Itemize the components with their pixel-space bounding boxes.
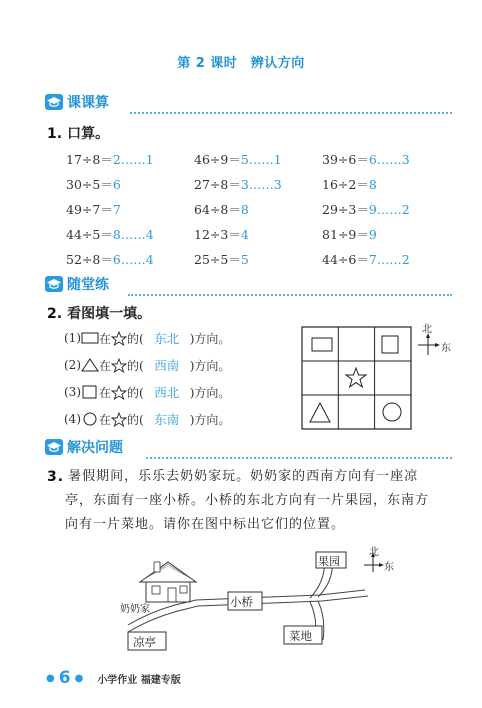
grid-triangle-shape — [310, 403, 330, 422]
grid-square-shape — [382, 336, 398, 353]
grandma-house-label: 奶奶家 — [120, 604, 150, 615]
calc-answer: 6 — [112, 177, 121, 192]
rectangle-icon — [81, 331, 99, 345]
orchard-label: 果园 — [318, 555, 340, 568]
calc-answer: 6……3 — [368, 152, 410, 167]
calc-expression: 30÷5＝ — [66, 177, 113, 192]
compass-icon — [418, 333, 440, 355]
direction-answer: 东南 — [154, 412, 180, 427]
fill-row — [64, 329, 230, 347]
fill-row — [64, 356, 230, 374]
calc-answer: 8 — [368, 177, 377, 192]
map-compass-east-label: 东 — [384, 562, 394, 573]
calc-answer: 4 — [240, 227, 249, 242]
calc-answer: 5 — [240, 252, 249, 267]
question-3-block — [47, 465, 467, 537]
calc-answer: 6……4 — [112, 252, 154, 267]
compass-north-label: 北 — [422, 324, 432, 335]
calc-item — [66, 200, 121, 218]
calc-item — [322, 225, 377, 243]
row-at-text: 在 — [99, 331, 112, 346]
section-header-kouke — [45, 92, 109, 112]
vegetable-label: 菜地 — [289, 629, 312, 643]
calc-expression: 16÷2＝ — [322, 177, 369, 192]
calc-item — [194, 200, 249, 218]
direction-answer: 西北 — [154, 385, 180, 400]
graduation-cap-icon — [45, 439, 63, 455]
star-icon — [111, 358, 127, 373]
calc-expression: 39÷6＝ — [322, 152, 369, 167]
calc-expression: 52÷8＝ — [66, 252, 113, 267]
star-icon — [111, 412, 127, 427]
row-of-text: 的( — [127, 412, 144, 427]
section-divider — [128, 294, 452, 296]
calc-answer: 2……1 — [112, 152, 154, 167]
calc-item — [66, 225, 154, 243]
fill-row — [64, 383, 230, 401]
row-of-text: 的( — [127, 385, 144, 400]
footer-dot-icon: ● — [46, 672, 55, 684]
calc-expression: 81÷9＝ — [322, 227, 369, 242]
calc-item — [194, 250, 249, 268]
row-tail-text: )方向。 — [189, 385, 231, 400]
map-compass-north-label: 北 — [369, 547, 379, 558]
circle-icon — [81, 412, 99, 426]
row-number: (4) — [64, 412, 81, 426]
question-title: 口算。 — [67, 126, 110, 142]
grid-star-shape — [346, 368, 366, 387]
row-of-text: 的( — [127, 358, 144, 373]
calc-answer: 7 — [112, 202, 121, 217]
section-label-kouke: 课课算 — [67, 95, 109, 111]
section-label-jiejue: 解决问题 — [67, 440, 123, 456]
row-tail-text: )方向。 — [189, 412, 231, 427]
star-icon — [111, 331, 127, 346]
calc-expression: 46÷9＝ — [194, 152, 241, 167]
calc-expression: 64÷8＝ — [194, 202, 241, 217]
calc-item — [66, 250, 154, 268]
calc-answer: 8 — [240, 202, 249, 217]
fill-row — [64, 410, 230, 428]
calc-expression: 17÷8＝ — [66, 152, 113, 167]
direction-answer: 东北 — [154, 331, 180, 346]
row-at-text: 在 — [99, 412, 112, 427]
lesson-title: 第 2 课时 辨认方向 — [177, 56, 305, 71]
graduation-cap-icon — [45, 94, 63, 110]
row-at-text: 在 — [99, 358, 112, 373]
direction-grid-figure — [300, 323, 460, 433]
row-tail-text: )方向。 — [189, 331, 231, 346]
row-at-text: 在 — [99, 385, 112, 400]
calc-item — [322, 200, 410, 218]
direction-answer: 西南 — [154, 358, 180, 373]
calc-expression: 44÷5＝ — [66, 227, 113, 242]
calc-expression: 25÷5＝ — [194, 252, 241, 267]
house-icon — [140, 562, 196, 602]
section-header-suitang — [45, 274, 109, 294]
footer-dot-icon: ● — [74, 672, 84, 684]
section-label-suitang: 随堂练 — [67, 277, 109, 293]
calc-item — [194, 175, 282, 193]
page-number: 6 — [58, 668, 71, 688]
calc-expression: 27÷8＝ — [194, 177, 241, 192]
calc-expression: 44÷6＝ — [322, 252, 369, 267]
question-3-line-2: 亭，东面有一座小桥。小桥的东北方向有一片果园，东南方 — [65, 493, 430, 508]
question-title: 看图填一填。 — [67, 306, 152, 322]
triangle-icon — [81, 358, 99, 372]
row-tail-text: )方向。 — [189, 358, 231, 373]
section-divider — [130, 112, 452, 114]
book-name: 小学作业 福建专版 — [97, 674, 181, 686]
calc-expression: 12÷3＝ — [194, 227, 241, 242]
row-of-text: 的( — [127, 331, 144, 346]
calc-item — [66, 150, 154, 168]
section-header-jiejue — [45, 437, 123, 457]
bridge-label: 小桥 — [230, 595, 253, 609]
question-number: 1. — [47, 126, 63, 142]
question-number: 2. — [47, 306, 63, 322]
calc-expression: 49÷7＝ — [66, 202, 113, 217]
question-3-line-3: 向有一片菜地。请你在图中标出它们的位置。 — [65, 517, 346, 532]
calc-item — [194, 150, 282, 168]
calc-answer: 8……4 — [112, 227, 154, 242]
calc-answer: 9……2 — [368, 202, 410, 217]
star-icon — [111, 385, 127, 400]
calc-expression: 29÷3＝ — [322, 202, 369, 217]
square-icon — [81, 385, 99, 399]
section-divider — [146, 457, 452, 459]
question-1-heading — [47, 123, 109, 143]
calc-item — [322, 150, 410, 168]
row-number: (1) — [64, 331, 81, 345]
calc-answer: 7……2 — [368, 252, 410, 267]
question-2-heading — [47, 303, 151, 323]
calc-answer: 9 — [368, 227, 377, 242]
footer — [46, 668, 181, 688]
question-number: 3. — [47, 469, 65, 485]
grid-rectangle-shape — [312, 338, 332, 351]
question-3-line-1: 暑假期间，乐乐去奶奶家玩。奶奶家的西南方向有一座凉 — [68, 469, 419, 484]
calc-answer: 5……1 — [240, 152, 282, 167]
calc-item — [322, 175, 377, 193]
calc-item — [194, 225, 249, 243]
calc-answer: 3……3 — [240, 177, 282, 192]
grid-circle-shape — [383, 403, 401, 421]
calc-item — [322, 250, 410, 268]
pavilion-label: 凉亭 — [133, 635, 156, 649]
row-number: (3) — [64, 385, 81, 399]
graduation-cap-icon — [45, 276, 63, 292]
row-number: (2) — [64, 358, 81, 372]
calc-item — [66, 175, 121, 193]
compass-east-label: 东 — [441, 343, 451, 354]
